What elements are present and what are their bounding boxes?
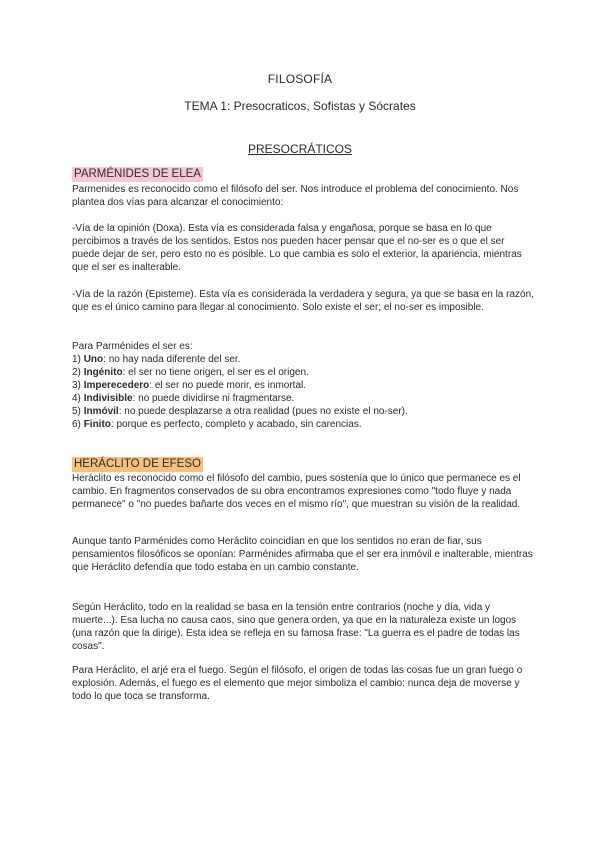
heraclito-paragraph-1: Heráclito es reconocido como el filósofo del cambio, pues sostenía que lo único que permanece es el cambio. En fragmentos conservados de su obra encontramos expresiones como "todo fluye y nada permanece" o "no puedes bañarte dos veces en el mismo río", que muestran su visión de la realidad. xyxy=(72,473,521,510)
section-title: PRESOCRÁTICOS xyxy=(247,142,352,156)
parmenides-via-opinion: -Vía de la opinión (Doxa). Esta vía es considerada falsa y engañosa, porque se basa en lo que percibimos a través de los sentidos. Estos nos pueden hacer pensar que el no-ser es o que el ser puede dejar de ser, pero esto no es posible. Lo que cambia es solo el exterior, la apariencia, mientras que el ser es inalterable. xyxy=(72,223,522,273)
list-item: 2) Ingénito: el ser no tiene origen, el ser es el origen. xyxy=(72,367,309,378)
parmenides-intro: Parmenides es reconocido como el filósofo del ser. Nos introduce el problema del conocimiento. Nos plantea dos vías para alcanzar el conocimiento: xyxy=(72,184,519,208)
heraclito-heading: HERÁCLITO DE EFESO xyxy=(74,458,201,470)
list-item: 4) Indivisible: no puede dividirse ni fragmentarse. xyxy=(72,393,295,404)
list-item: 5) Inmóvil: no puede desplazarse a otra realidad (pues no existe el no-ser). xyxy=(72,406,408,417)
parmenides-list-intro: Para Parménides el ser es: xyxy=(72,341,193,352)
heraclito-paragraph-3: Según Heráclito, todo en la realidad se basa en la tensión entre contrarios (noche y día, vida y muerte...). Esa lucha no causa caos, sino que genera orden, ya que en la naturaleza existe un logos (una razón que la dirige). Esta idea se refleja en su famosa frase: "La guerra es el padre de todas las cosas". xyxy=(72,602,520,652)
heraclito-paragraph-4: Para Heráclito, el arjé era el fuego. Según el filósofo, el origen de todas las cosas fue un gran fuego o explosión. Además, el fuego es el elemento que mejor simboliza el cambio: nunca deja de moverse y todo lo que toca se transforma. xyxy=(72,665,523,702)
list-item: 3) Imperecedero: el ser no puede morir, es inmortal. xyxy=(72,380,307,391)
parmenides-attribute-list xyxy=(72,353,534,431)
document-subtitle: TEMA 1: Presocraticos, Sofistas y Sócrates xyxy=(184,99,416,113)
list-item: 1) Uno: no hay nada diferente del ser. xyxy=(72,354,241,365)
heraclito-paragraph-2: Aunque tanto Parménides como Heráclito coincidían en que los sentidos no eran de fiar, sus pensamientos filosóficos se oponían: Parménides afirmaba que el ser era inmóvil e inalterable, mientras que Heráclito defendía que todo estaba en un cambio constante. xyxy=(72,536,533,573)
parmenides-via-razon: -Vía de la razón (Episteme). Esta vía es considerada la verdadera y segura, ya que se basa en la razón, que es el único camino para llegar al conocimiento. Solo existe el ser; el no-ser es imposible. xyxy=(72,289,534,313)
document-title: FILOSOFÍA xyxy=(267,72,333,86)
parmenides-heading: PARMÉNIDES DE ELEA xyxy=(74,168,201,180)
list-item: 6) Finito: porque es perfecto, completo y acabado, sin carencias. xyxy=(72,419,362,430)
